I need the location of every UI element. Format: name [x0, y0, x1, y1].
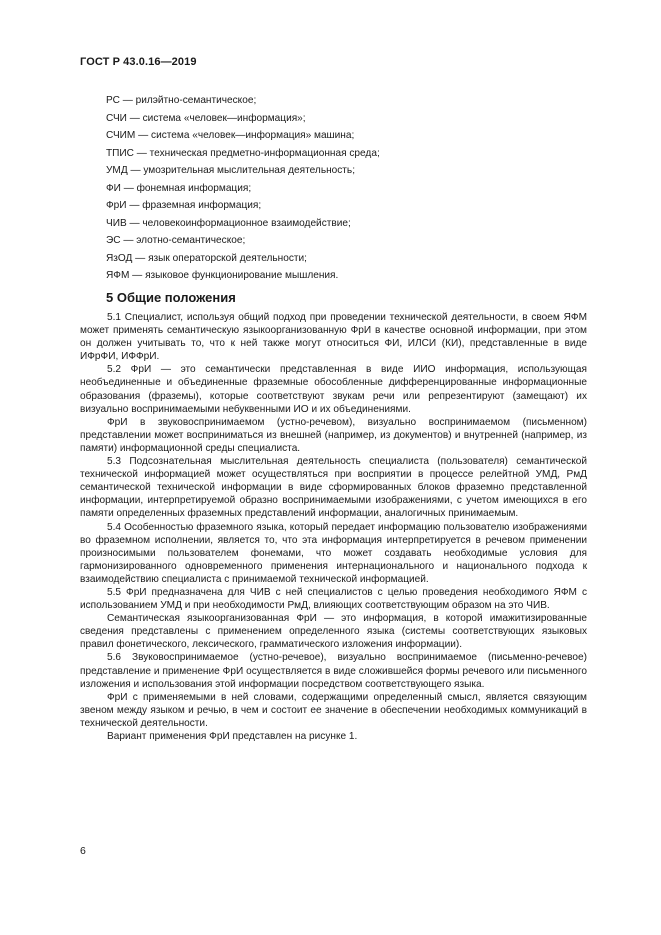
- paragraph-5-3: 5.3 Подсознательная мыслительная деятельность специалиста (пользователя) семантической технической информацией может осуществляться при восприятии в процессе релейтной УМД, РмД семантической технической информации в виде сформированных блоков фраземно представленной информации, интерпретируемой образно воспринимаемыми изображениями, с учетом имеющихся в его памяти определенных фраземных представлений информации, аналогичных принимаемым.: [80, 456, 587, 520]
- paragraph-5-5: 5.5 ФрИ предназначена для ЧИВ с ней специалистов с целью проведения необходимого ЯФМ с использованием УМД и при необходимости РмД, влияющих соответствующим образом на это ЧИВ.: [80, 586, 587, 612]
- paragraph-5-4: 5.4 Особенностью фраземного языка, который передает информацию пользователю изображениями во фраземном исполнении, является то, что эта информация интерпретируется в речевом применении произносимыми пользователем фонемами, что может создавать необходимые условия для гармонизированного одновременного применения интернационального и национального подхода к взаимодействию специалиста с принимаемой технической информацией.: [80, 521, 587, 585]
- abbreviation-item: ФрИ — фраземная информация;: [106, 200, 262, 211]
- paragraph-5-1: 5.1 Специалист, используя общий подход при проведении технической деятельности, в своем ЯФМ может применять семантическую языкоорганизованную ФрИ в качестве основной информации, при этом он должен учитывать то, что к ней также могут относиться ФИ, ИЛСИ (КИ), представленные в виде ИФрФИ, ИФФрИ.: [80, 312, 587, 363]
- abbreviation-item: ЯФМ — языковое функционирование мышления.: [106, 270, 339, 281]
- abbreviation-item: ЧИВ — человекоинформационное взаимодействие;: [106, 217, 351, 229]
- paragraph: Вариант применения ФрИ представлен на рисунке 1.: [107, 731, 358, 742]
- paragraph: ФрИ с применяемыми в ней словами, содержащими определенный смысл, является связующим звеном между языком и речью, в чем и состоит ее значение в обеспечении необходимых коммуникаций в технической деятельности.: [80, 691, 587, 729]
- page-number: 6: [80, 845, 86, 857]
- section-body: [80, 311, 587, 743]
- abbreviation-item: РС — рилэйтно-семантическое;: [106, 95, 257, 106]
- paragraph: Семантическая языкоорганизованная ФрИ — это информация, в которой имажитизированные сведения представлены с применением определенного языка (системы соответствующих языковых правил фонетического, лексического, грамматического изложения информации).: [80, 613, 587, 651]
- paragraph-5-6: 5.6 Звуковоспринимаемое (устно-речевое), визуально воспринимаемое (письменно-речевое) представление и применение ФрИ осуществляется в виде сложившейся формы речевого или письменного изложения и использования этой информации посредством соответствующего языка.: [80, 652, 587, 690]
- abbreviation-item: ФИ — фонемная информация;: [106, 182, 252, 194]
- abbreviation-item: ЯзОД — язык операторской деятельности;: [106, 252, 307, 264]
- document-header: ГОСТ Р 43.0.16—2019: [80, 56, 197, 68]
- abbreviation-item: УМД — умозрительная мыслительная деятельность;: [106, 165, 355, 176]
- abbreviation-item: ЭС — элотно-семантическое;: [106, 235, 246, 246]
- section-title: 5 Общие положения: [106, 290, 236, 305]
- paragraph-5-2: 5.2 ФрИ — это семантически представленная в виде ИИО информация, использующая необъединенные и объединенные фраземные обособленные дифференцированные информационные образования (фраземы), которые соответствуют звукам речи или репрезентируют (замещают) их визуально воспринимаемыми небуквенными ИО и их объединениями.: [80, 364, 587, 415]
- abbreviation-list: [106, 92, 586, 285]
- abbreviation-item: СЧИМ — система «человек—информация» машина;: [106, 130, 355, 141]
- paragraph: ФрИ в звуковоспринимаемом (устно-речевом), визуально воспринимаемом (письменном) представлении может восприниматься из внешней (например, из документов) и внутренней (например, из памяти) информационной среды специалиста.: [80, 416, 587, 454]
- abbreviation-item: ТПИС — техническая предметно-информационная среда;: [106, 147, 380, 159]
- abbreviation-item: СЧИ — система «человек—информация»;: [106, 112, 306, 124]
